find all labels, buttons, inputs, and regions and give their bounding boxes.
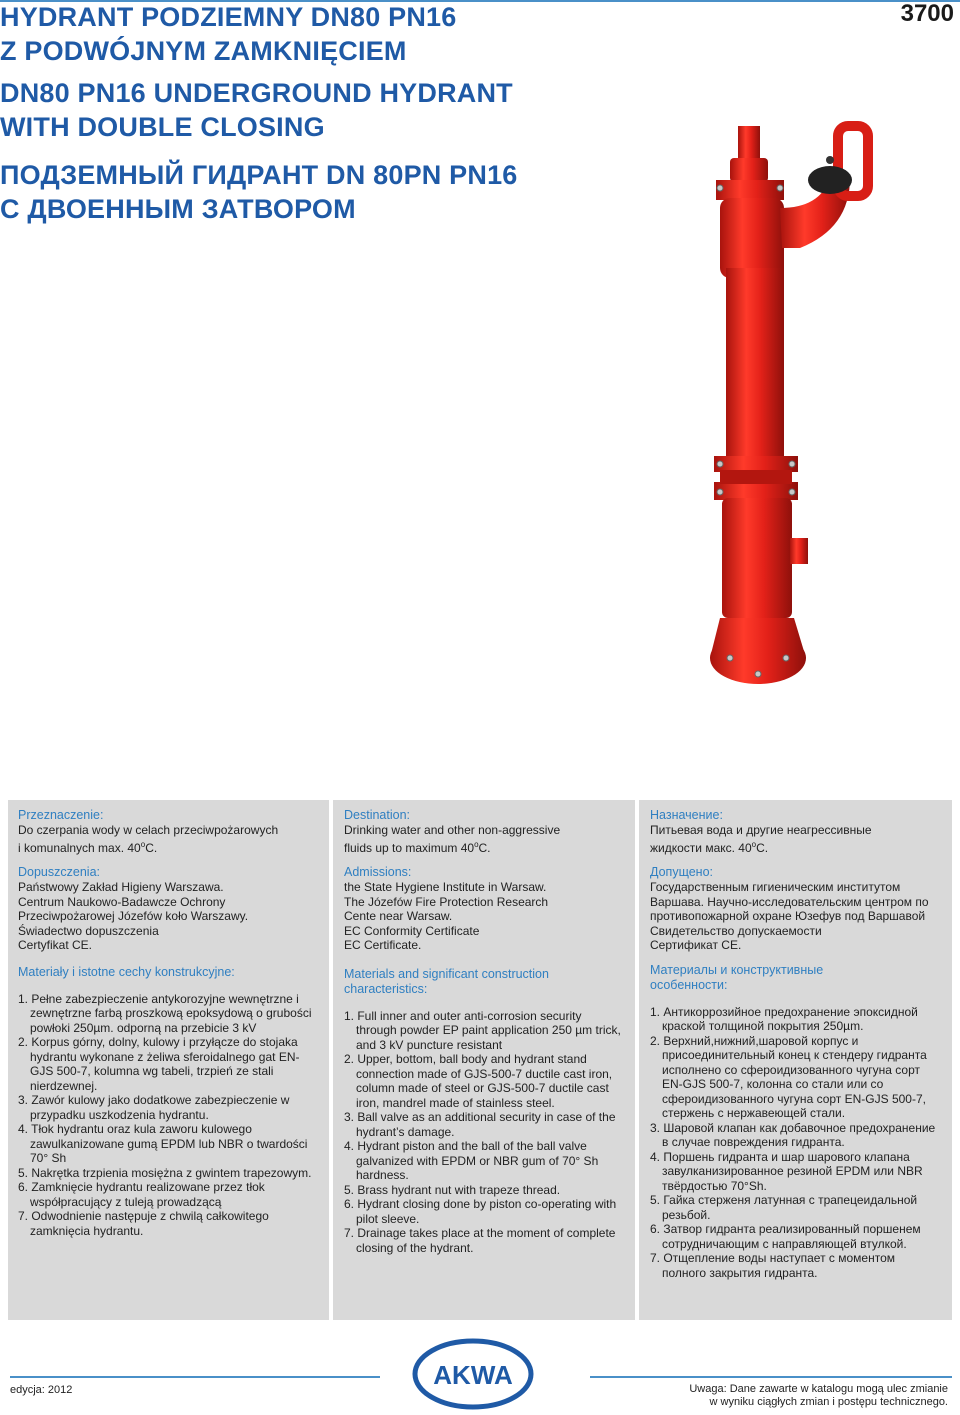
- title-ru-line-1: ПОДЗЕМНЫЙ ГИДРАНТ DN 80PN PN16: [0, 160, 518, 190]
- catalog-code: 3700: [900, 0, 954, 27]
- purpose-heading: Destination:: [344, 808, 411, 822]
- column-divider: [329, 800, 333, 1320]
- akwa-logo: [412, 1338, 534, 1410]
- title-pl-line-1: HYDRANT PODZIEMNY DN80 PN16: [0, 2, 457, 32]
- disclaimer: Uwaga: Dane zawarte w katalogu mogą ulec zmianie w wyniku ciągłych zmian i postępu technicznego.: [689, 1383, 948, 1408]
- hydrant-image: [690, 118, 890, 698]
- column-russian: [640, 800, 952, 1320]
- column-english: [334, 800, 634, 1320]
- materials-list: [18, 992, 318, 1239]
- materials-heading: Materiały i istotne cechy konstrukcyjne:: [18, 964, 235, 979]
- title-polish: [0, 0, 600, 68]
- purpose-heading: Назначение:: [650, 808, 723, 822]
- column-polish: [8, 800, 328, 1320]
- list-item: 3. Ball valve as an additional security in case of the hydrant’s damage.: [344, 1110, 616, 1139]
- list-item: 7. Odwodnienie następuje z chwilą całkowitego zamknięcia hydrantu.: [18, 1209, 269, 1238]
- title-pl-line-2: Z PODWÓJNYM ZAMKNIĘCIEM: [0, 36, 407, 66]
- list-item: 1. Антикоррозийное предохранение эпоксидной краской толщиной покрытия 250µm.: [650, 1004, 918, 1033]
- admissions-heading: Admissions:: [344, 865, 412, 879]
- materials-list: [344, 1009, 624, 1256]
- footer-rule-right: [590, 1376, 952, 1378]
- list-item: 3. Шаровой клапан как добавочное предохранение в случае повреждения гидранта.: [650, 1120, 936, 1149]
- title-en-line-2: WITH DOUBLE CLOSING: [0, 112, 325, 142]
- list-item: 6. Zamknięcie hydrantu realizowane przez tłok współpracujący z tuleją prowadzącą: [18, 1180, 265, 1209]
- title-russian: [0, 158, 600, 226]
- admissions-text: the State Hygiene Institute in Warsaw. The Józefów Fire Protection Research Cente near Warsaw. EC Conformity Certificate EC Certificate.: [344, 880, 549, 952]
- list-item: 6. Hydrant closing done by piston co-operating with pilot sleeve.: [344, 1197, 617, 1226]
- admissions-heading: Dopuszczenia:: [18, 865, 100, 879]
- list-item: 5. Nakrętka trzpienia mosiężna z gwintem trapezowym.: [18, 1165, 312, 1180]
- purpose-text: Drinking water and other non-aggressive fluids up to maximum 40$^o$C.: [344, 823, 561, 855]
- list-item: 2. Upper, bottom, ball body and hydrant stand connection made of GJS-500-7 ductile cast iron, column made of steel or GJS-500-7 ductile cast iron, mandrel made of stainless steel.: [344, 1052, 613, 1110]
- admissions-heading: Допущено:: [650, 865, 714, 879]
- list-item: 3. Zawór kulowy jako dodatkowe zabezpieczenie w przypadku uszkodzenia hydrantu.: [18, 1093, 290, 1122]
- list-item: 1. Pełne zabezpieczenie antykorozyjne wewnętrzne i zewnętrzne farbą proszkową epoksydową o grubości powłoki 250µm. odporną na przebicie 3 kV: [18, 991, 312, 1035]
- admissions-text: Państwowy Zakład Higieny Warszawa. Centrum Naukowo-Badawcze Ochrony Przeciwpożarowej Józefów koło Warszawy. Świadectwo dopuszczenia Certyfikat CE.: [18, 880, 249, 952]
- logo-text: AKWA: [433, 1360, 513, 1390]
- list-item: 6. Затвор гидранта реализированный поршенем сотрудничающим с направляющей втулкой.: [650, 1222, 921, 1251]
- title-ru-line-2: С ДВОЕННЫМ ЗАТВОРОМ: [0, 194, 356, 224]
- list-item: 4. Hydrant piston and the ball of the ball valve galvanized with EPDM or NBR gum of 70° Sh hardness.: [344, 1139, 599, 1182]
- list-item: 4. Поршень гидранта и шар шарового клапана завулканизированное резиной EPDM или NBR твёрдостью 70°Sh.: [650, 1149, 923, 1193]
- purpose-heading: Przeznaczenie:: [18, 808, 104, 822]
- purpose-text: Питьевая вода и другие неагрессивные жидкости макс. 40$^o$C.: [650, 823, 872, 855]
- title-english: [0, 76, 600, 144]
- materials-heading: Materials and significant construction characteristics:: [344, 966, 549, 996]
- materials-list: [650, 1005, 942, 1281]
- edition-label: edycja: 2012: [10, 1384, 73, 1396]
- footer-rule-left: [10, 1376, 380, 1378]
- purpose-text: Do czerpania wody w celach przeciwpożarowych i komunalnych max. 40$^o$C.: [18, 823, 279, 855]
- admissions-text: Государственным гигиеническим институтом Варшава. Научно-исследовательским центром по противопожарной охране Юзефув под Варшавой Свидетельство допускаемости Сертификат CE.: [650, 880, 929, 952]
- title-en-line-1: DN80 PN16 UNDERGROUND HYDRANT: [0, 78, 513, 108]
- list-item: 2. Korpus górny, dolny, kulowy i przyłącze do stojaka hydrantu wykonane z żeliwa sferoidalnego gat EN-GJS 500-7, kolumna wg tabeli, trzpień ze stali nierdzewnej.: [18, 1035, 300, 1093]
- list-item: 2. Верхний,нижний,шаровой корпус и присоединительный конец к стендеру гидранта исполнено со сфероидизованного чугуна сорт EN-GJS 500-7, колонна со стали или со сфероидизованного чугуна сорт EN-GJS 500-7, стержень с нержавеющей стали.: [650, 1033, 927, 1120]
- list-item: 1. Full inner and outer anti-corrosion security through powder EP paint application 250 µm trick, and 3 kV puncture resistant: [344, 1008, 621, 1052]
- column-divider: [635, 800, 639, 1320]
- list-item: 7. Отщепление воды наступает с моментом полного закрытия гидранта.: [650, 1251, 896, 1280]
- materials-heading: Материалы и конструктивные особенности:: [650, 962, 824, 992]
- list-item: 5. Гайка стерженя латунная с трапецеидальной резьбой.: [650, 1193, 918, 1222]
- list-item: 4. Tłok hydrantu oraz kula zaworu kulowego zawulkanizowane gumą EPDM lub NBR o twardości 70° Sh: [18, 1122, 308, 1165]
- list-item: 7. Drainage takes place at the moment of complete closing of the hydrant.: [344, 1226, 616, 1255]
- list-item: 5. Brass hydrant nut with trapeze thread.: [344, 1182, 561, 1197]
